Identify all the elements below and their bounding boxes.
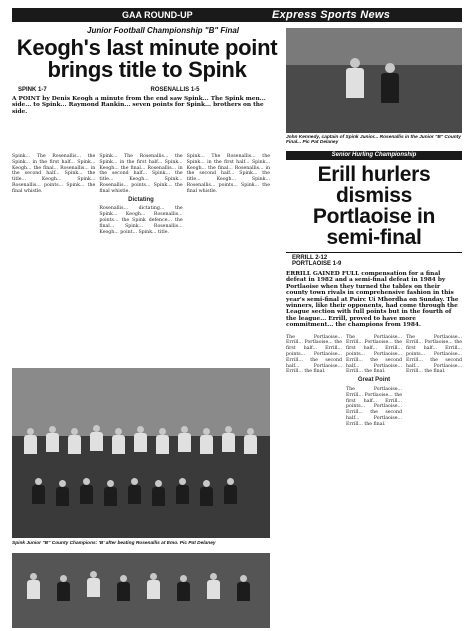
story-body-3: Rosenallis... dictating... the Spink... Keogh... Rosenallis... points... the Spink defence... the final... Spink... Rosenallis... Keogh... point... Spink... title. [99, 206, 183, 235]
story-body-col1: Spink... The Rosenallis... the Spink... in the first half... Spink... Keogh... the final... Rosenallis... in the second half... Spink... the title... Keogh... Spink... Rosenallis... points... Spink... the final whistle. [12, 154, 96, 194]
crowd-photo [12, 553, 270, 628]
story-headline: Keogh's last minute point brings title to Spink [16, 35, 278, 82]
right-story [286, 28, 462, 428]
story-body-2: Spink... The Rosenallis... the Spink... in the first half... Spink... Keogh... the final... Rosenallis... in the second half... Spink... the title... Keogh... Spink... Rosenallis... points... Spink... the final whistle. [99, 154, 183, 194]
hurling-lead: ERRILL GAINED FULL compensation for a final defeat in 1982 and a semi-final defeat in 1984 by Portlaoise when they turned the tables on their county town rivals in comprehensive fashion in this year's semi-final at Pairc Ui Mhordha on Sunday. The winners, like their opponents, had come through the League section with full points but in the fourth of the league... Errill, proved to have more commitment... the champions from 1984. [286, 271, 459, 329]
hurling-subhead: Great Point [357, 377, 391, 384]
story-subhead: Dictating [128, 196, 154, 203]
hurling-scoreline [286, 255, 462, 267]
section-title: GAA ROUND-UP [122, 10, 193, 20]
story-body-col2 [99, 154, 182, 235]
hurling-score-away: PORTLAOISE 1-9 [292, 261, 342, 267]
hurling-body-2: The Portlaoise... Errill... Portlaoise... the first half... Errill... points... Portlaoise... Errill... the second half... Portlaoise... Errill... the final. [346, 334, 402, 375]
hurling-body-3: The Portlaoise... Errill... Portlaoise... the first half... Errill... points... Portlaoise... Errill... the second half... Portlaoise... Errill... the final. [346, 387, 402, 427]
score-home: SPINK 1-7 [18, 87, 47, 93]
hurling-body-col1: The Portlaoise... Errill... Portlaoise... the first half... Errill... points... Portlaoise... Errill... the second half... Portlaoise... Errill... the final. [286, 334, 342, 375]
hurling-body-col2 [346, 335, 402, 428]
story-body-col3: Spink... The Rosenallis... the Spink... in the first half... Spink... Keogh... the final... Rosenallis... in the second half... Spink... the title... Keogh... Spink... Rosenallis... points... Spink... the final whistle. [186, 154, 270, 194]
score-away: ROSENALLIS 1-5 [150, 87, 200, 93]
hurling-headline: Erill hurlers dismiss Portlaoise in semi-final [312, 163, 436, 249]
story-kicker: Junior Football Championship "B" Final [87, 26, 240, 35]
paper-title: Express Sports News [272, 9, 391, 21]
hurling-score-home: ERRILL 2-12 [292, 255, 328, 261]
story-lead: A POINT by Denis Keogh a minute from the end saw Spink... The Spink men... side... to Spink... Raymond Rankin... seven points for Spink... brothers on the side. [12, 96, 266, 115]
scoreline [12, 87, 277, 93]
story-columns [12, 154, 270, 235]
hurling-banner: Senior Hurling Championship [286, 151, 462, 160]
captain-caption: John Kennedy, captain of Spink Junior... Rosenallis in the Junior "B" County Final... Pic Pat Delaney [286, 135, 461, 145]
hurling-body-col3: The Portlaoise... Errill... Portlaoise... the first half... Errill... points... Portlaoise... Errill... the second half... Portlaoise... Errill... the final. [406, 334, 462, 375]
team-photo [12, 368, 270, 538]
newspaper-page [12, 8, 462, 628]
photo-caption: Spink Junior "B" County Champions: 'B' after beating Rosenallis at Emo. Pic Pat Delaney [12, 541, 216, 546]
captain-photo [286, 28, 462, 133]
hurling-columns [286, 335, 462, 428]
section-banner [12, 8, 462, 22]
